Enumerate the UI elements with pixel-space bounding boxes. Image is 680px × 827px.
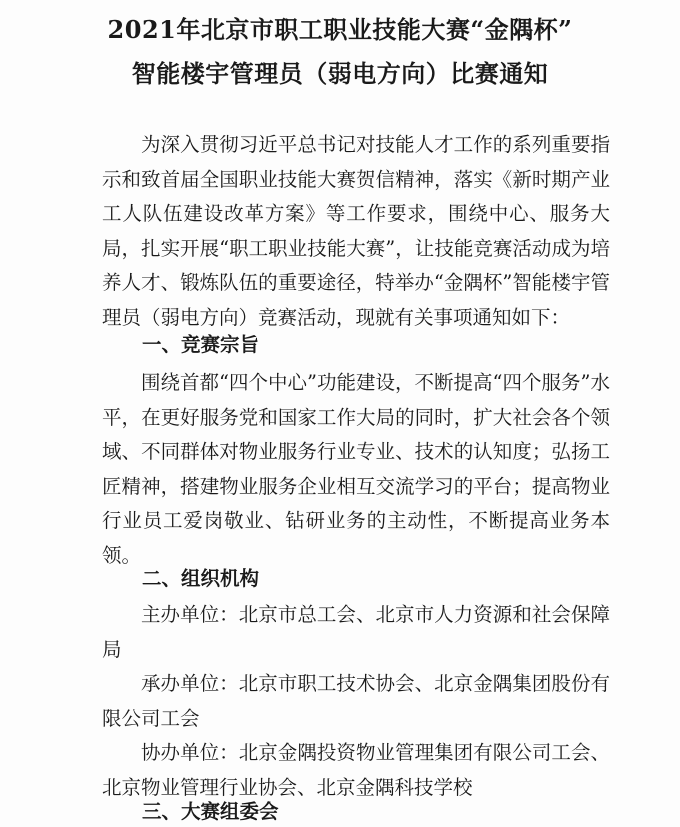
intro-paragraph: 为深入贯彻习近平总书记对技能人才工作的系列重要指示和致首届全国职业技能大赛贺信精神，落实《新时期产业工人队伍建设改革方案》等工作要求，围绕中心、服务大局，扎实开展“职工职业技能大赛”，让技能竞赛活动成为培养人才、锻炼队伍的重要途径，特举办“金隅杯”智能楼宇管理员（弱电方向）竞赛活动，现就有关事项通知如下： (102, 133, 610, 329)
purpose-paragraph: 围绕首都“四个中心”功能建设，不断提高“四个服务”水平，在更好服务党和国家工作大局的同时，扩大社会各个领域、不同群体对物业服务行业专业、技术的认知度；弘扬工匠精神，搭建物业服务企业相互交流学习的平台；提高物业行业员工爱岗敬业、钻研业务的主动性，不断提高业务本领。 (102, 371, 610, 567)
section-heading-committee: 三、大赛组委会 (142, 800, 279, 823)
section-heading-organization: 二、组织机构 (142, 567, 260, 590)
section-heading-purpose: 一、竞赛宗旨 (142, 333, 260, 356)
organizer-undertaker: 承办单位：北京市职工技术协会、北京金隅集团股份有限公司工会 (102, 672, 610, 730)
organizer-co-organizer: 协办单位：北京金隅投资物业管理集团有限公司工会、北京物业管理行业协会、北京金隅科技学校 (102, 741, 610, 799)
document-title-line-2: 智能楼宇管理员（弱电方向）比赛通知 (131, 59, 549, 88)
document-title-line-1: 2021年北京市职工职业技能大赛“金隅杯” (107, 15, 573, 44)
organizer-host: 主办单位：北京市总工会、北京市人力资源和社会保障局 (102, 603, 610, 661)
